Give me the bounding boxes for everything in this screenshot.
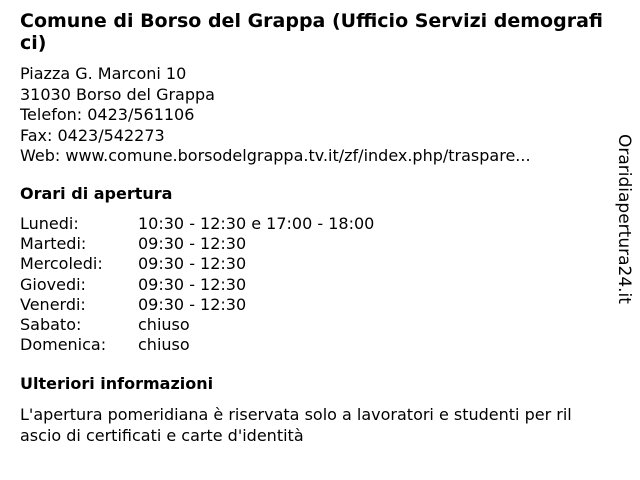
website-link[interactable]: Web: www.comune.borsodelgrappa.tv.it/zf/index.php/traspare... [20, 146, 531, 165]
hours-row-sunday [20, 335, 374, 355]
additional-info-text: L'apertura pomeridiana è riservata solo a lavoratori e studenti per rilascio di certificati e carte d'identità [20, 405, 572, 445]
address-street: Piazza G. Marconi 10 [20, 64, 187, 83]
opening-hours-heading: Orari di apertura [20, 184, 173, 203]
day-hours: 09:30 - 12:30 [138, 294, 247, 314]
day-hours: 09:30 - 12:30 [138, 274, 247, 294]
hours-row-monday [20, 214, 374, 234]
day-label: Venerdi: [20, 294, 86, 314]
day-hours: chiuso [138, 335, 190, 355]
day-label: Martedi: [20, 234, 87, 254]
day-label: Domenica: [20, 335, 107, 355]
day-label: Lunedi: [20, 214, 79, 233]
hours-row-wednesday [20, 254, 374, 274]
phone-number: Telefon: 0423/561106 [20, 105, 195, 124]
page-title: Comune di Borso del Grappa (Ufficio Servizi demografici) [20, 10, 603, 54]
day-label: Sabato: [20, 314, 82, 334]
hours-row-thursday [20, 275, 374, 295]
hours-row-tuesday [20, 234, 374, 254]
fax-number: Fax: 0423/542273 [20, 125, 165, 145]
day-hours: 09:30 - 12:30 [138, 254, 247, 274]
opening-hours-table [20, 214, 374, 355]
hours-row-saturday [20, 315, 374, 335]
contact-block [20, 64, 585, 167]
day-hours: 09:30 - 12:30 [138, 234, 247, 254]
day-label: Giovedi: [20, 274, 86, 294]
hours-row-friday [20, 295, 374, 315]
address-city: 31030 Borso del Grappa [20, 84, 215, 104]
day-hours: 10:30 - 12:30 e 17:00 - 18:00 [138, 214, 375, 233]
site-brand-vertical: Oraridiapertura24.it [614, 134, 634, 304]
day-hours: chiuso [138, 314, 190, 334]
additional-info-heading: Ulteriori informazioni [20, 374, 214, 393]
day-label: Mercoledi: [20, 254, 103, 274]
